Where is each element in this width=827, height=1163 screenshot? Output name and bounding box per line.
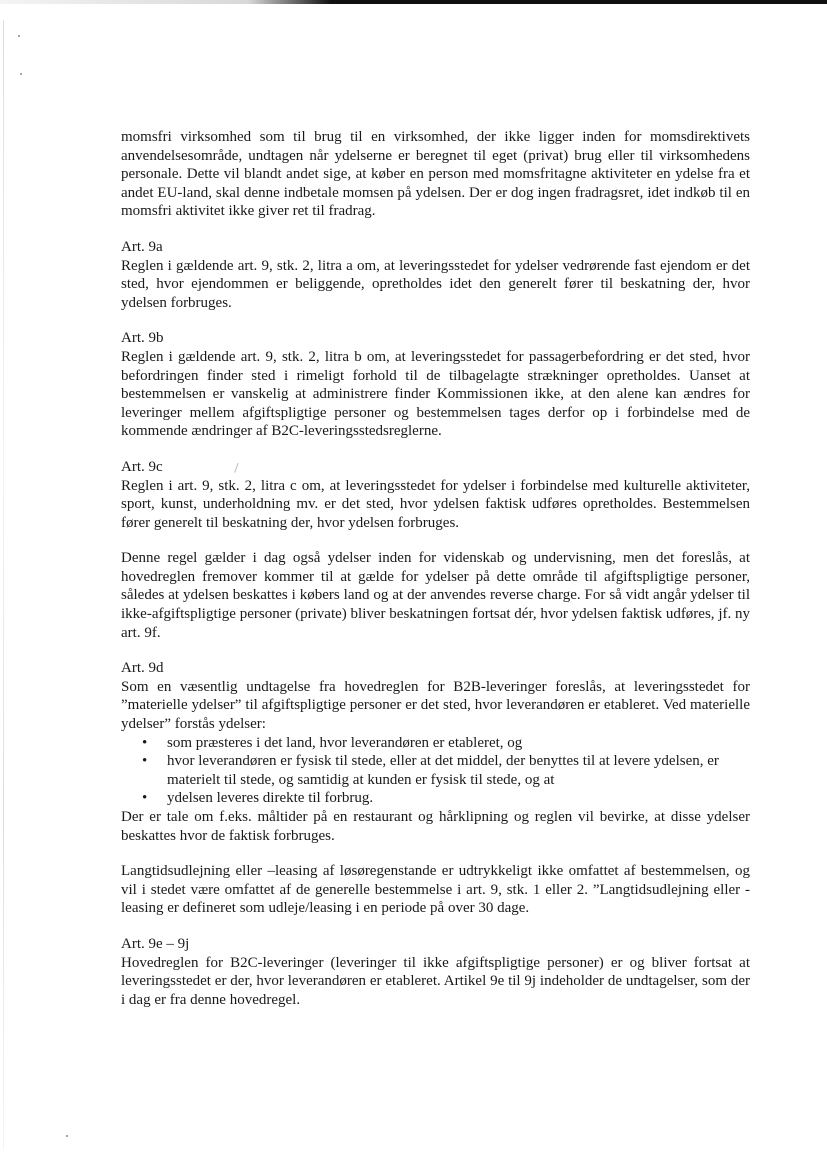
bullet-icon: • — [142, 734, 148, 751]
bullet-list — [121, 734, 750, 808]
list-item-text: som præsteres i det land, hvor leverandøren er etableret, og — [167, 734, 523, 751]
scan-speck — [66, 1135, 68, 1137]
scan-speck — [20, 73, 22, 75]
bullet-icon: • — [142, 753, 148, 770]
section-heading: Art. 9b — [121, 330, 164, 347]
section-heading: Art. 9e – 9j — [121, 935, 190, 952]
list-item-text: ydelsen leveres direkte til forbrug. — [167, 790, 374, 807]
section-heading: Art. 9a — [121, 238, 163, 255]
scan-edge-top — [0, 0, 827, 6]
bullet-icon: • — [142, 790, 148, 807]
list-item — [121, 789, 750, 808]
section-art-9b — [121, 329, 750, 441]
section-text: Som en væsentlig undtagelse fra hovedreglen for B2B-leveringer foreslås, at leveringsstedet for ”materielle ydelser” til afgiftspligtige personer er det sted, hvor leverandøren er etableret. Ved materielle ydelser” forstås ydelser: — [121, 678, 750, 733]
section-art-9c — [121, 458, 750, 532]
document-body — [121, 128, 750, 1026]
section-heading: Art. 9d — [121, 660, 164, 677]
section-text: Reglen i art. 9, stk. 2, litra c om, at leveringsstedet for ydelser i forbindelse med kulturelle aktiviteter, sport, kunst, underholdning mv. er det sted, hvor ydelsen faktisk udføres opretholdes. Bestemmelsen fører generelt til beskatning der, hvor ydelsen forbruges. — [121, 477, 750, 531]
scan-speck — [18, 35, 20, 37]
scan-margin-line — [3, 20, 4, 1150]
list-item — [121, 734, 750, 753]
section-art-9e-9j — [121, 935, 750, 1009]
section-text: Reglen i gældende art. 9, stk. 2, litra b om, at leveringsstedet for passagerbefordring er det sted, hvor befordringen finder sted i rimeligt forhold til de tilbagelagte strækninger opretholdes. Uanset at bestemmelsen er vanskelig at administrere finder Kommissionen ikke, at den alene kan ændres for leveringer mellem afgiftspligtige personer og bestemmelsen tages derfor op i forbindelse med de kommende ændringer af B2C-leveringsstedsreglerne. — [121, 348, 750, 440]
section-text: Hovedreglen for B2C-leveringer (leveringer til ikke afgiftspligtige personer) er og bliver fortsat at leveringsstedet er der, hvor leverandøren er etableret. Artikel 9e til 9j indeholder de undtagelser, som der i dag er fra denne hovedregel. — [121, 954, 750, 1008]
list-item-text: hvor leverandøren er fysisk til stede, eller at det middel, der benyttes til at levere ydelsen, er materielt til stede, og samtidig at kunden er fysisk til stede, og at — [167, 753, 719, 788]
paragraph-art-9c-continued: Denne regel gælder i dag også ydelser inden for videnskab og undervisning, men det foreslås, at hovedreglen fremover kommer til at gælde for ydelser på dette område til afgiftspligtige personer, således at ydelsen beskattes i købers land og at der anvendes reverse charge. For så vidt angår ydelser til ikke-afgiftspligtige personer (private) bliver beskatningen fortsat dér, hvor ydelsen faktisk udføres, jf. ny art. 9f. — [121, 550, 750, 641]
section-text: Reglen i gældende art. 9, stk. 2, litra a om, at leveringsstedet for ydelser vedrørende fast ejendom er det sted, hvor ejendommen er beliggende, opretholdes idet den generelt fører til beskatning der, hvor ydelsen forbruges. — [121, 257, 750, 311]
list-item — [121, 752, 750, 789]
section-heading: Art. 9c — [121, 458, 163, 475]
paragraph-langtidsudlejning: Langtidsudlejning eller –leasing af løsøregenstande er udtrykkeligt ikke omfattet af bestemmelsen, og vil i stedet være omfattet af de generelle bestemmelse i art. 9, stk. 1 eller 2. ”Langtidsudlejning eller -leasing er defineret som udleje/leasing i en periode på over 30 dage. — [121, 863, 750, 917]
intro-paragraph: momsfri virksomhed som til brug til en virksomhed, der ikke ligger inden for momsdirektivets anvendelsesområde, undtagen når ydelserne er beregnet til eget (privat) brug eller til virksomhedens personale. Dette vil blandt andet sige, at køber en person med momsfritagne aktiviteter en ydelse fra et andet EU-land, skal denne indbetale momsen på ydelsen. Der er dog ingen fradragsret, idet indkøb til en momsfri aktivitet ikke giver ret til fradrag. — [121, 129, 750, 220]
section-art-9a — [121, 238, 750, 312]
section-art-9d — [121, 659, 750, 845]
section-text-after-list: Der er tale om f.eks. måltider på en restaurant og hårklipning og reglen vil bevirke, at disse ydelser beskattes hvor de faktisk forbruges. — [121, 809, 750, 844]
